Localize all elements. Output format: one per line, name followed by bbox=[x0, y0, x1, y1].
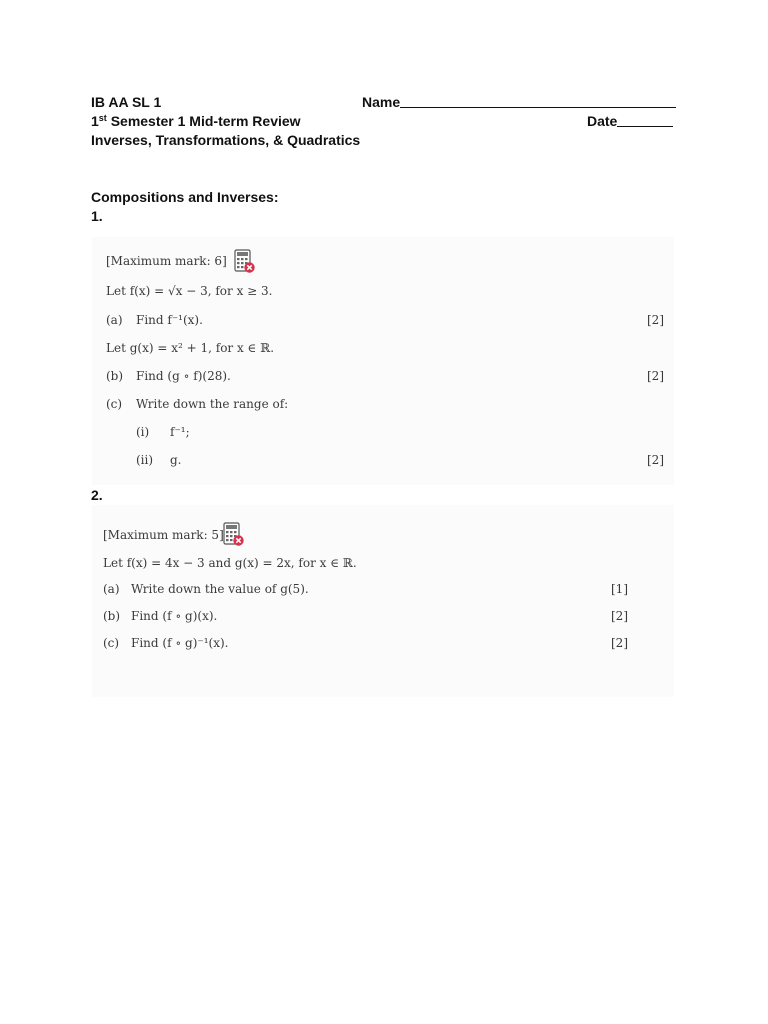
q1-part-c-mark: [2] bbox=[647, 453, 664, 467]
no-calculator-icon bbox=[223, 522, 245, 548]
q1-f-expression: f(x) = √x − 3 bbox=[129, 284, 208, 298]
q1-g-expression: g(x) = x² + 1 bbox=[129, 341, 209, 355]
name-label: Name bbox=[362, 94, 401, 110]
q2-part-b: (b) Find (f ∘ g)(x). bbox=[103, 609, 218, 623]
q2-part-b-mark: [2] bbox=[611, 609, 628, 623]
q1-given-f: Let f(x) = √x − 3, for x ≥ 3. bbox=[106, 284, 273, 298]
section-title: Compositions and Inverses: bbox=[91, 189, 279, 205]
q1-part-c-i: (i) f⁻¹; bbox=[136, 425, 190, 439]
name-field[interactable] bbox=[362, 94, 676, 111]
q2-given: Let f(x) = 4x − 3 and g(x) = 2x, for x ∈ ℝ. bbox=[103, 556, 357, 570]
q2-part-c: (c) Find (f ∘ g)⁻¹(x). bbox=[103, 636, 229, 650]
q2-max-mark: [Maximum mark: 5] bbox=[103, 528, 224, 542]
date-field[interactable] bbox=[587, 113, 673, 130]
q1-part-a-mark: [2] bbox=[647, 313, 664, 327]
q1-part-c: (c) Write down the range of: bbox=[106, 397, 289, 411]
date-blank[interactable] bbox=[617, 113, 673, 127]
date-label: Date bbox=[587, 113, 618, 129]
semester-rest: Semester 1 Mid-term Review bbox=[106, 113, 301, 129]
question-1-number: 1. bbox=[91, 208, 103, 224]
semester-number: 1 bbox=[91, 113, 99, 129]
q1-part-b-mark: [2] bbox=[647, 369, 664, 383]
q1-max-mark: [Maximum mark: 6] bbox=[106, 254, 227, 268]
q1-given-g: Let g(x) = x² + 1, for x ∈ ℝ. bbox=[106, 341, 275, 355]
q1-part-b: (b) Find (g ∘ f)(28). bbox=[106, 369, 231, 383]
question-2-number: 2. bbox=[91, 487, 103, 503]
semester-title bbox=[91, 113, 301, 130]
q1-part-a: (a) Find f⁻¹(x). bbox=[106, 313, 203, 327]
q2-part-c-mark: [2] bbox=[611, 636, 628, 650]
q2-part-a-mark: [1] bbox=[611, 582, 628, 596]
topics-title: Inverses, Transformations, & Quadratics bbox=[91, 132, 361, 148]
no-calculator-icon bbox=[234, 249, 256, 275]
q2-part-a: (a) Write down the value of g(5). bbox=[103, 582, 309, 596]
course-title: IB AA SL 1 bbox=[91, 94, 162, 110]
question-1-panel bbox=[92, 237, 674, 485]
q1-part-c-ii: (ii) g. bbox=[136, 453, 182, 467]
semester-ordinal: st bbox=[98, 113, 107, 123]
name-blank[interactable] bbox=[400, 94, 676, 108]
